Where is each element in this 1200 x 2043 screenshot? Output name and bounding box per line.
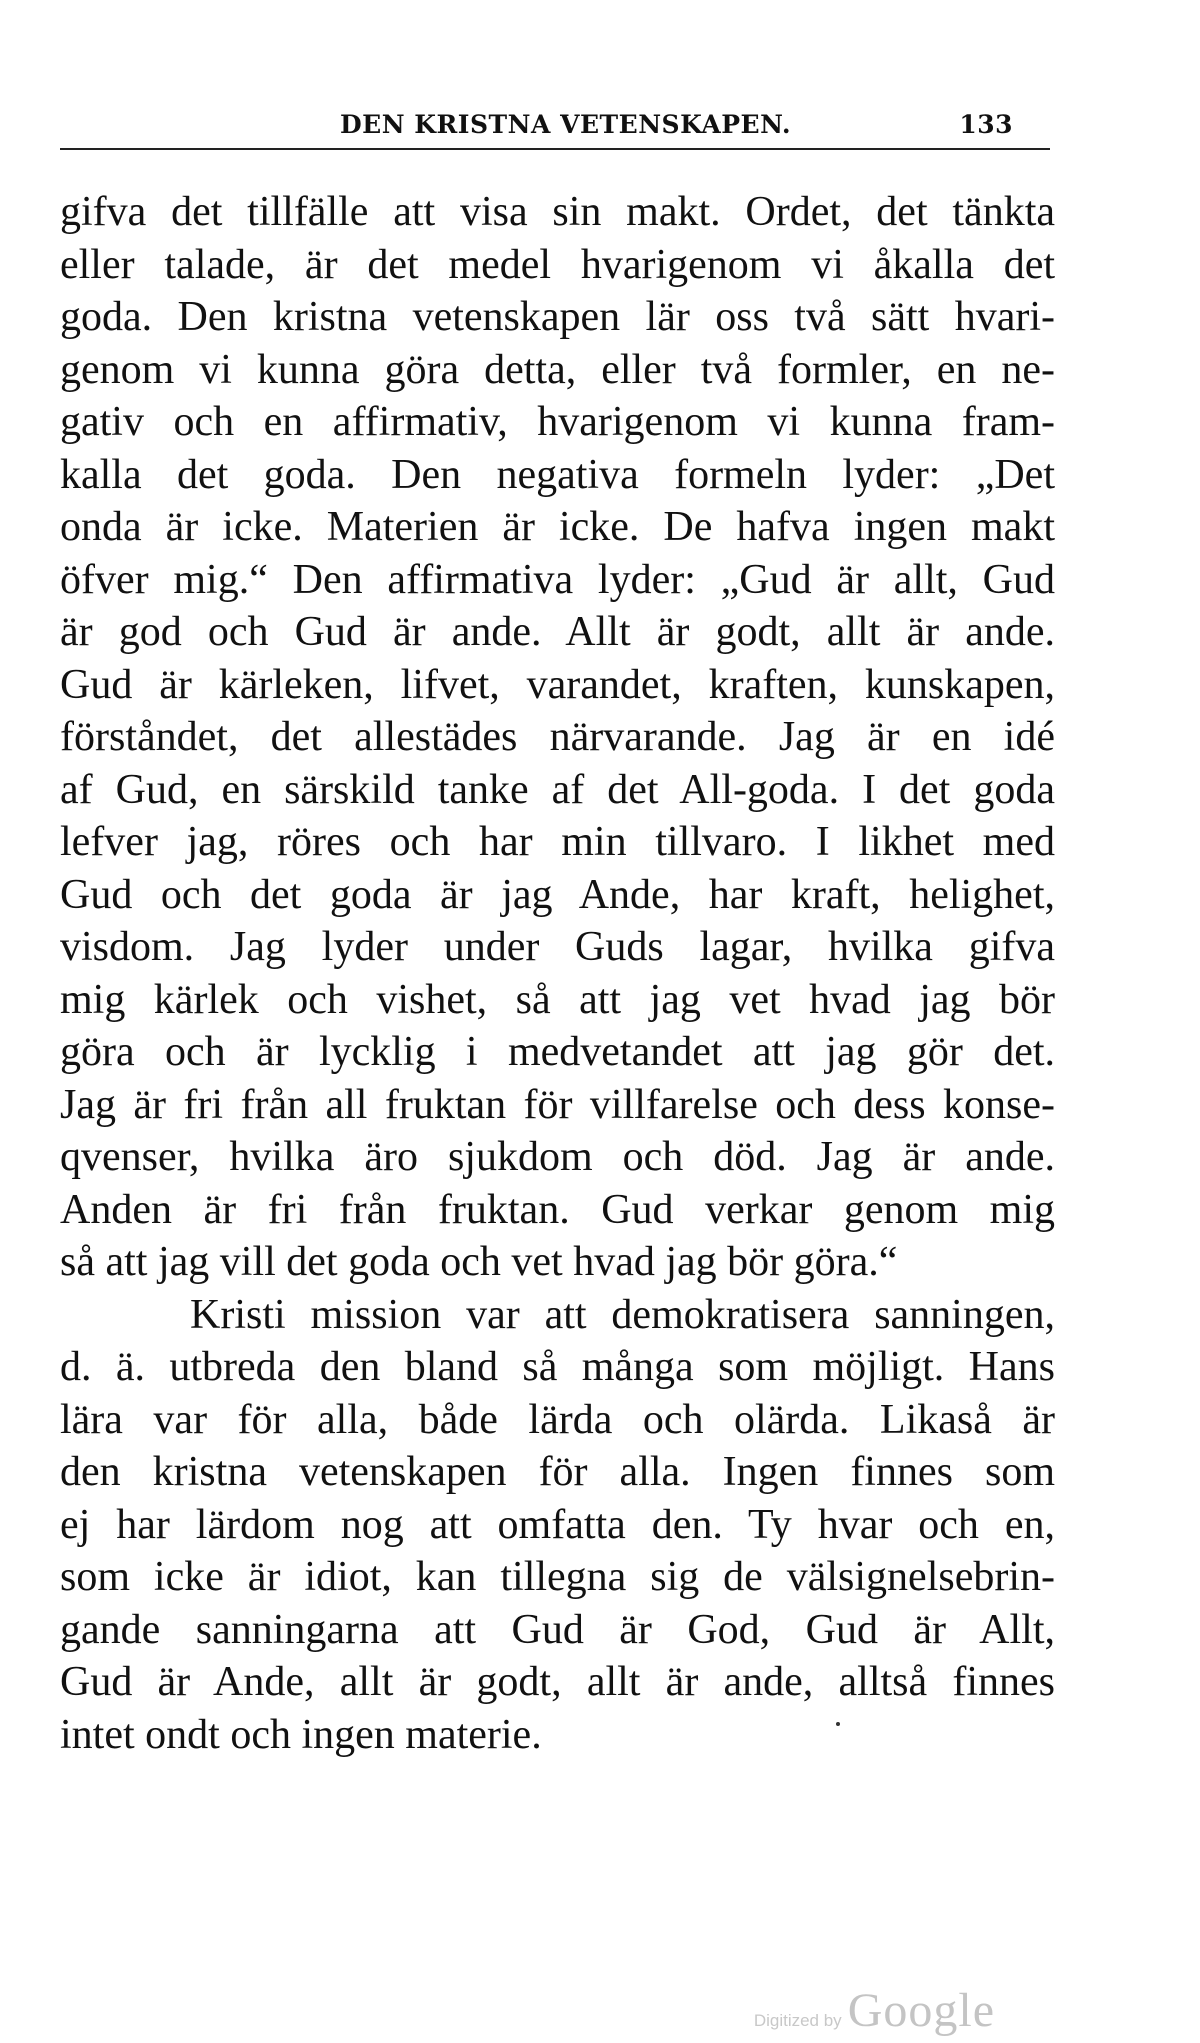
text-line: lära var för alla, både lärda och olärda. Likaså är — [60, 1396, 1055, 1443]
watermark-prefix: Digitized by — [753, 2011, 842, 2030]
text-line: lefver jag, röres och har min tillvaro. I likhet med — [60, 819, 1055, 865]
text-line: den kristna vetenskapen för alla. Ingen finnes som — [60, 1449, 1055, 1495]
text-line: eller talade, är det medel hvarigenom vi åkalla det — [60, 241, 1055, 288]
digitized-watermark — [754, 1983, 995, 2037]
text-line: mig kärlek och vishet, så att jag vet hvad jag bör — [60, 976, 1055, 1023]
text-line: förståndet, det allestädes närvarande. Jag är en idé — [60, 714, 1055, 760]
text-line: Gud och det goda är jag Ande, har kraft, helighet, — [60, 871, 1055, 918]
text-line: Anden är fri från fruktan. Gud verkar genom mig — [60, 1186, 1055, 1233]
text-line: är god och Gud är ande. Allt är godt, allt är ande. — [60, 609, 1055, 655]
running-title: DEN KRISTNA VETENSKAPEN. — [340, 110, 792, 139]
text-line: ej har lärdom nog att omfatta den. Ty hvar och en, — [60, 1501, 1055, 1548]
text-line: goda. Den kristna vetenskapen lär oss två sätt hvari- — [60, 294, 1055, 340]
print-speck — [836, 1722, 840, 1726]
text-line: göra och är lycklig i medvetandet att jag gör det. — [60, 1029, 1055, 1075]
text-line: Gud är Ande, allt är godt, allt är ande, alltså finnes — [60, 1659, 1055, 1705]
paragraph-last-line: så att jag vill det goda och vet hvad jag bör göra.“ — [60, 1239, 898, 1285]
running-header — [60, 108, 1050, 150]
body-text — [60, 186, 1055, 1761]
text-line: af Gud, en särskild tanke af det All-goda. I det goda — [60, 766, 1055, 813]
text-line: Jag är fri från all fruktan för villfarelse och dess konse- — [60, 1081, 1055, 1128]
paragraph-first-line: Kristi mission var att demokratisera sanningen, — [190, 1291, 1055, 1338]
text-line: Gud är kärleken, lifvet, varandet, kraften, kunskapen, — [60, 661, 1055, 708]
text-line: genom vi kunna göra detta, eller två formler, en ne- — [60, 346, 1055, 393]
text-line: gande sanningarna att Gud är God, Gud är Allt, — [60, 1606, 1055, 1653]
text-line: d. ä. utbreda den bland så många som möjligt. Hans — [60, 1344, 1055, 1390]
text-line: som icke är idiot, kan tillegna sig de välsignelsebrin- — [60, 1554, 1055, 1600]
page-number: 133 — [959, 110, 1013, 139]
text-line: visdom. Jag lyder under Guds lagar, hvilka gifva — [60, 924, 1055, 970]
text-line: gativ och en affirmativ, hvarigenom vi kunna fram- — [60, 399, 1055, 445]
text-line: öfver mig.“ Den affirmativa lyder: „Gud är allt, Gud — [60, 556, 1055, 603]
text-line: kalla det goda. Den negativa formeln lyder: „Det — [60, 451, 1055, 498]
text-line: qvenser, hvilka äro sjukdom och död. Jag är ande. — [60, 1134, 1055, 1180]
paragraph-last-line: intet ondt och ingen materie. — [60, 1711, 542, 1758]
text-line: gifva det tillfälle att visa sin makt. Ordet, det tänkta — [60, 189, 1055, 235]
text-line: onda är icke. Materien är icke. De hafva ingen makt — [60, 504, 1055, 550]
google-logo: Google — [847, 1984, 995, 2037]
